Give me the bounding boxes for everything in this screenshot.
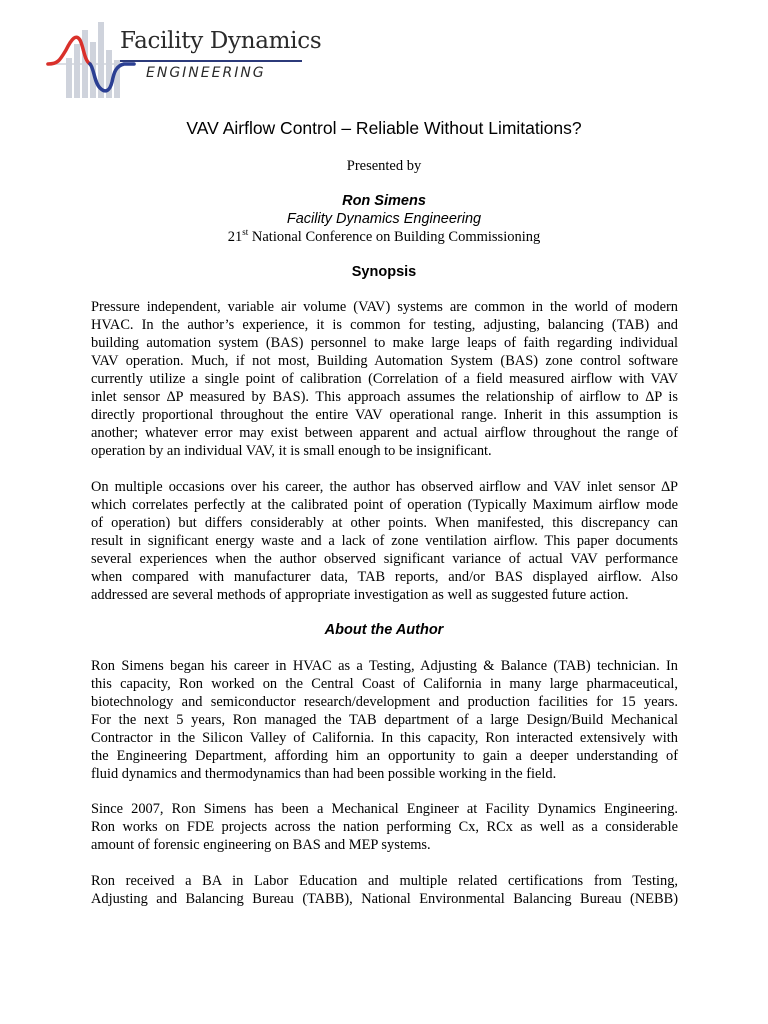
text-line: several experiences when the author observed significant variance of actual VAV performance: [91, 551, 678, 567]
company-logo: [46, 20, 322, 100]
text-line: which correlates perfectly at the calibrated point of operation (Typically Maximum airflow mode: [91, 497, 678, 513]
text-line: the Engineering Department, affording him an opportunity to gain a deeper understanding of: [91, 748, 678, 764]
text-line: amount of forensic engineering on BAS and MEP systems.: [91, 837, 431, 853]
text-line: Adjusting and Balancing Bureau (TABB), National Environmental Balancing Bureau (NEBB): [91, 891, 678, 907]
conference-line: [0, 229, 768, 246]
text-line: operation by an individual VAV, it is small enough to be insignificant.: [91, 443, 492, 459]
text-line: building automation system (BAS) personnel to make large leaps of faith regarding individual: [91, 335, 678, 351]
about-author-heading: About the Author: [324, 622, 444, 638]
logo-divider: [120, 60, 302, 62]
text-line: On multiple occasions over his career, the author has observed airflow and VAV inlet sensor ∆P: [91, 479, 678, 495]
synopsis-heading: Synopsis: [351, 264, 417, 280]
about-paragraph-3: [91, 872, 678, 908]
text-line: Ron works on FDE projects across the nation performing Cx, RCx as well as a considerable: [91, 819, 678, 835]
logo-subtitle: ENGINEERING: [146, 65, 266, 81]
text-line: this capacity, Ron worked on the Central Coast of California in many large pharmaceutical,: [91, 676, 678, 692]
text-line: Ron received a BA in Labor Education and multiple related certifications from Testing,: [91, 873, 678, 889]
about-paragraph-1: [91, 657, 678, 783]
text-line: of operation) but differs considerably at other points. When manifested, this discrepancy can: [91, 515, 678, 531]
text-line: when compared with manufacturer data, TAB reports, and/or BAS displayed airflow. Also: [91, 569, 678, 585]
conference-suffix: st: [242, 227, 249, 238]
conference-name: National Conference on Building Commissioning: [248, 229, 541, 245]
text-line: directly proportional throughout the entire VAV operational range. Inherit in this assumption is: [91, 407, 678, 423]
text-line: VAV operation. Much, if not most, Building Automation System (BAS) zone control software: [91, 353, 678, 369]
text-line: Since 2007, Ron Simens has been a Mechanical Engineer at Facility Dynamics Engineering.: [91, 801, 678, 817]
document-title: VAV Airflow Control – Reliable Without Limitations?: [186, 118, 582, 138]
text-line: biotechnology and semiconductor research/development and production facilities for 15 years.: [91, 694, 678, 710]
synopsis-paragraph-2: [91, 478, 678, 604]
text-line: result in significant energy waste and a lack of zone ventilation airflow. This paper documents: [91, 533, 678, 549]
text-line: HVAC. In the author’s experience, it is common for testing, adjusting, balancing (TAB) and: [91, 317, 678, 333]
text-line: inlet sensor ∆P measured by BAS). This approach assumes the relationship of airflow to ∆P is: [91, 389, 678, 405]
synopsis-paragraph-1: [91, 298, 678, 460]
about-paragraph-2: [91, 800, 678, 854]
logo-name: Facility Dynamics: [120, 28, 322, 54]
text-line: For the next 5 years, Ron managed the TAB department of a large Design/Build Mechanical: [91, 712, 678, 728]
text-line: addressed are several methods of appropriate investigation as well as suggested future action.: [91, 587, 629, 603]
author-name: Ron Simens: [342, 193, 426, 209]
text-line: Ron Simens began his career in HVAC as a Testing, Adjusting & Balance (TAB) technician. In: [91, 658, 678, 674]
text-line: another; whatever error may exist between apparent and actual airflow throughout the range of: [91, 425, 678, 441]
text-line: Pressure independent, variable air volume (VAV) systems are common in the world of modern: [91, 299, 678, 315]
text-line: Contractor in the Silicon Valley of California. In this capacity, Ron interacted extensively with: [91, 730, 678, 746]
conference-ordinal: 21: [227, 229, 243, 245]
presented-by: Presented by: [346, 158, 422, 174]
author-organization: Facility Dynamics Engineering: [286, 211, 482, 227]
text-line: currently utilize a single point of calibration (Correlation of a field measured airflow with VAV: [91, 371, 678, 387]
text-line: fluid dynamics and thermodynamics than had been possible working in the field.: [91, 766, 557, 782]
